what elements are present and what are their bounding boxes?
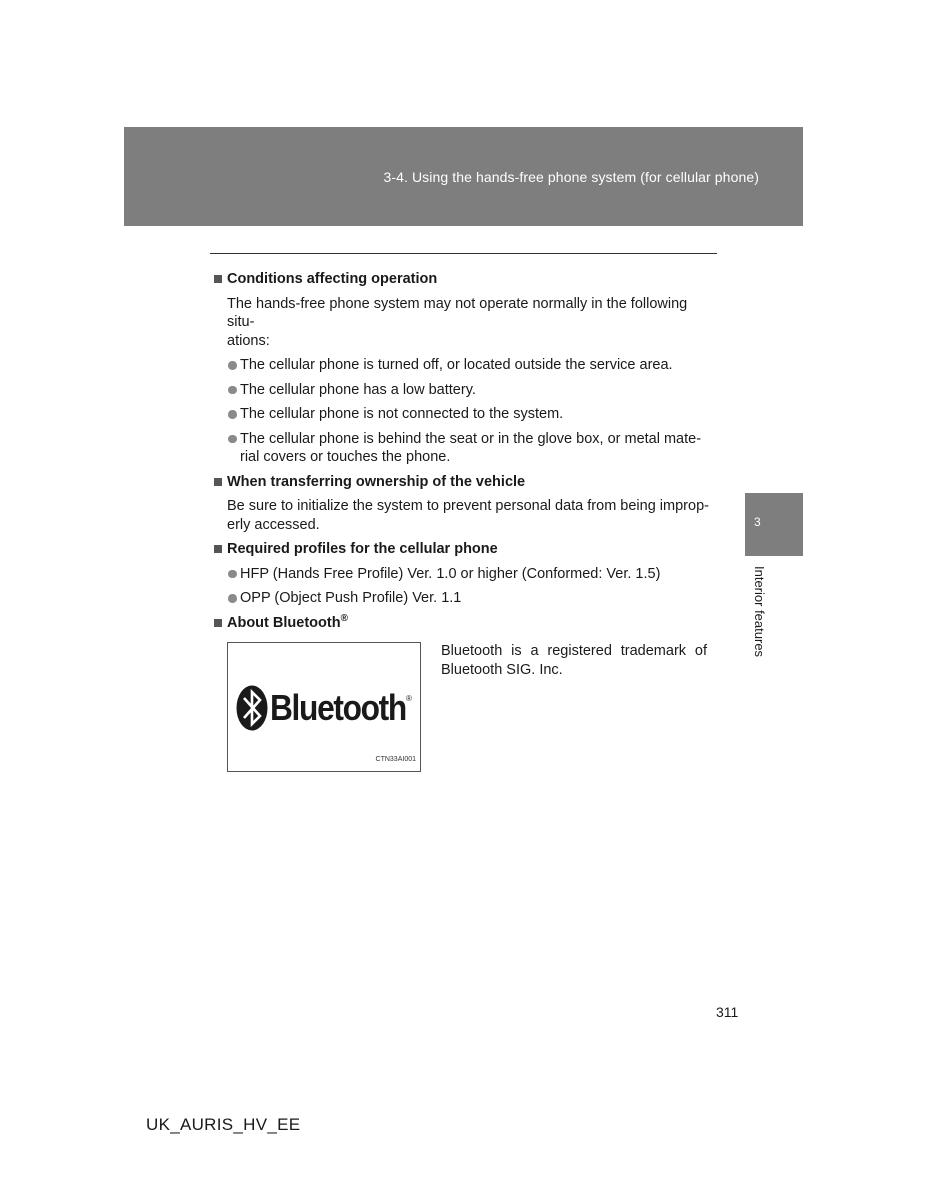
list-item [227,356,714,375]
bluetooth-logo-word: Bluetooth [270,686,406,728]
header-band [124,127,803,226]
list-item [227,381,714,400]
circle-bullet-icon [228,410,237,419]
heading-profiles-text: Required profiles for the cellular phone [227,541,498,557]
heading-ownership-text: When transferring ownership of the vehicle [227,473,526,490]
conditions-intro [227,295,714,351]
circle-bullet-icon [228,594,237,603]
circle-bullet-icon [228,570,237,579]
list-item-text: HFP (Hands Free Profile) Ver. 1.0 or higher (Conformed: Ver. 1.5) [240,565,661,582]
bluetooth-figure-row [227,642,714,782]
list-item-text: OPP (Object Push Profile) Ver. 1.1 [240,590,462,606]
conditions-intro-line2: ations: [227,332,270,349]
list-item-text: The cellular phone is turned off, or located outside the service area. [240,357,673,373]
bluetooth-trademark-text: Bluetooth is a registered trademark of Bluetooth SIG. Inc. [441,643,707,678]
document-code: UK_AURIS_HV_EE [146,1115,301,1134]
list-item-text: The cellular phone has a low battery. [240,381,476,398]
conditions-intro-line1: The hands-free phone system may not operate normally in the following situ- [227,295,688,330]
heading-conditions-text: Conditions affecting operation [227,271,438,287]
ownership-text-line2: erly accessed. [227,516,320,533]
heading-bluetooth-text: About Bluetooth [227,614,341,631]
ownership-text-line1: Be sure to initialize the system to prevent personal data from being improp- [227,498,709,514]
list-item [227,405,714,424]
square-bullet-icon [214,478,222,486]
registered-mark: ® [340,612,348,624]
list-item-text: rial covers or touches the phone. [240,449,451,465]
chapter-number: 3 [754,515,761,529]
bluetooth-rune-icon [236,685,268,731]
list-item-text: The cellular phone is not connected to the system. [240,406,564,422]
ownership-text [227,497,714,534]
logo-registered-mark: ® [406,694,412,703]
section-title: 3-4. Using the hands-free phone system (for cellular phone) [383,169,759,185]
square-bullet-icon [214,275,222,283]
square-bullet-icon [214,545,222,553]
circle-bullet-icon [228,435,237,444]
header-rule [210,253,717,254]
circle-bullet-icon [228,361,237,370]
heading-ownership [214,473,714,492]
list-item [227,589,714,608]
page-number: 311 [716,1004,739,1020]
main-content [214,270,714,782]
bluetooth-logo-figure [227,642,421,772]
list-item [227,565,714,584]
square-bullet-icon [214,619,222,627]
circle-bullet-icon [228,386,237,395]
bluetooth-logo [236,685,424,731]
image-code: CTN33AI001 [375,755,416,763]
list-item-text: The cellular phone is behind the seat or in the glove box, or metal mate- [240,430,702,447]
heading-bluetooth [214,614,714,633]
heading-profiles [214,540,714,559]
list-item [227,430,714,467]
chapter-tab [745,493,803,556]
heading-conditions [214,270,714,289]
chapter-label: Interior features [752,566,767,658]
